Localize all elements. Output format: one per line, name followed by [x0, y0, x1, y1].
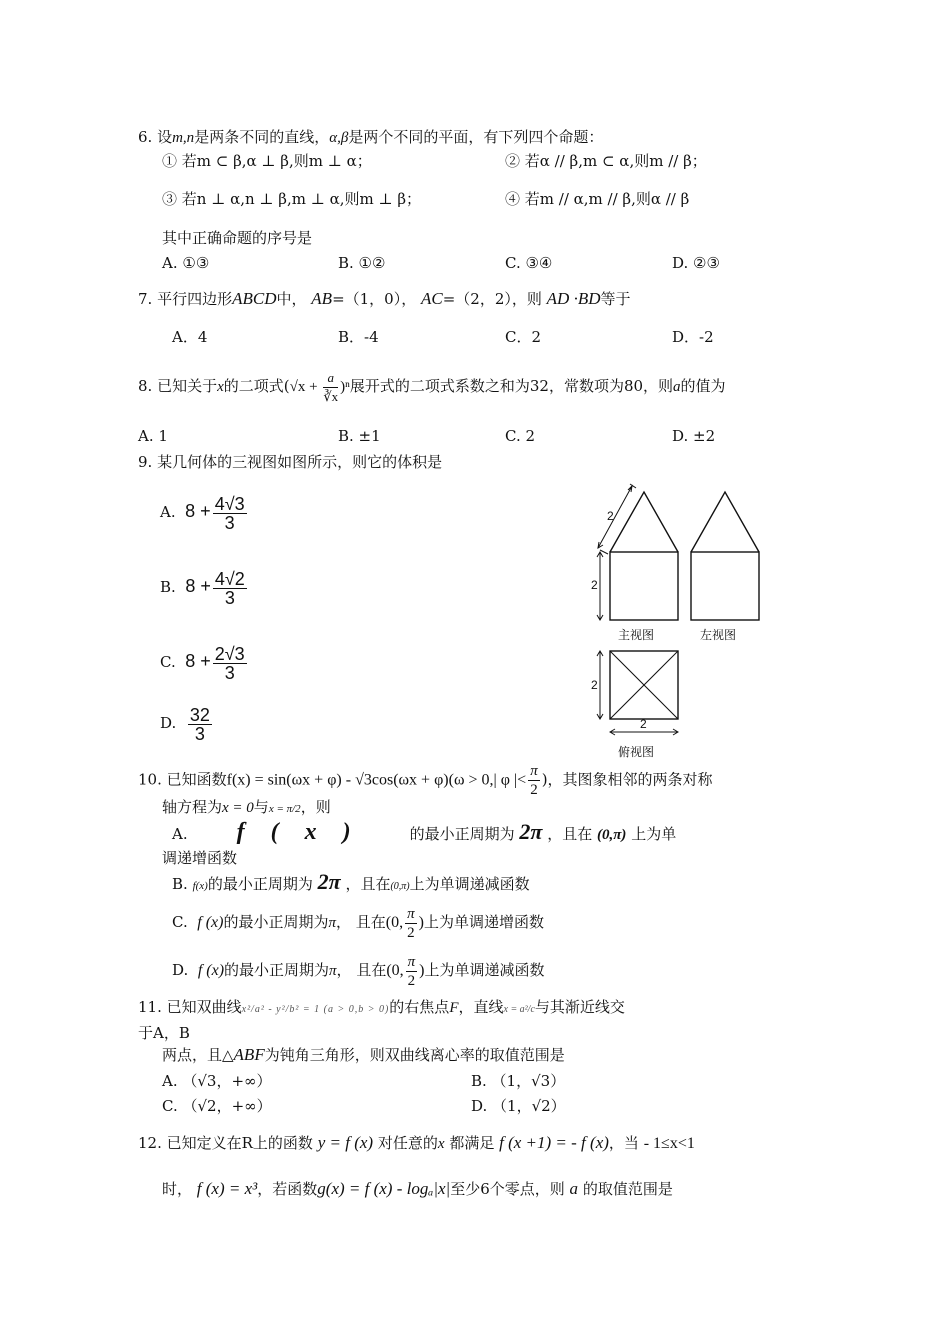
top-height-dim-label: 2	[591, 678, 598, 692]
q9-option-a: A. 8 + $\frac{4√3}{3}$	[160, 493, 245, 533]
q6-option-d: D. ②③	[672, 254, 720, 272]
q10-option-d: D. f (x)的最小正周期为π， 且在(0, $\frac{\pi}{2}$ )上为单调递减函数	[172, 953, 545, 989]
q10-option-c: C. f (x)的最小正周期为π， 且在(0, $\frac{\pi}{2}$ )上为单调递增函数	[172, 905, 544, 941]
q8-option-b: B. ±1	[338, 427, 381, 445]
q10-option-b: B. f(x)的最小正周期为 2π ，且在(0,π)上为单调递减函数	[172, 869, 530, 894]
three-view-figure	[580, 478, 790, 764]
height-dim-label: 2	[591, 578, 598, 592]
q6-option-c: C. ③④	[505, 254, 553, 272]
q7-option-c: C．2	[505, 328, 542, 346]
q9-option-d: D. $\frac{32}{3}$	[160, 704, 210, 744]
side-view-label: 左视图	[700, 628, 737, 642]
side-view	[691, 492, 759, 620]
q6-proposition-4: ④ 若m // α,m // β,则α // β	[505, 190, 690, 208]
q11-option-b: B. （1，√3）	[471, 1072, 566, 1090]
q11-option-a: A. （√3，+∞）	[162, 1072, 272, 1090]
q7-option-b: B．-4	[338, 328, 379, 346]
q11-line3: 两点，且△ABF为钝角三角形，则双曲线离心率的取值范围是	[162, 1045, 565, 1064]
q8-stem: 8. 已知关于x的二项式(√x + $\frac{a}{∛x}$ )ⁿ展开式的二项式系数之和为32，常数项为80，则a的值为	[138, 369, 726, 404]
q10-stem: 10. 已知函数f(x) = sin(ωx + φ) - √3cos(ωx + φ)(ω > 0,| φ |< $\frac{\pi}{2}$ )，其图象相邻的两条对称	[138, 763, 713, 798]
q7-stem: 7. 平行四边形ABCD中， AB=（1，0）， AC=（2，2），则 AD ·BD等于	[138, 289, 631, 308]
height-dimension	[597, 552, 603, 620]
q7-option-a: A．4	[172, 328, 208, 346]
q6-proposition-2: ② 若α // β,m ⊂ α,则m // β；	[505, 152, 707, 170]
front-view	[610, 492, 678, 620]
q8-option-c: C. 2	[505, 427, 536, 445]
top-view	[610, 651, 678, 719]
q6-proposition-3: ③ 若n ⊥ α,n ⊥ β,m ⊥ α,则m ⊥ β；	[162, 190, 422, 208]
q10-line2: 轴方程为x = 0与x = π/2，则	[162, 798, 331, 816]
q11-stem: 11. 已知双曲线x²/a² - y²/b² = 1 (a > 0,b > 0)的右焦点F，直线x = a²/c与其渐近线交	[138, 998, 625, 1016]
q12-line2: 时， f (x) = x³，若函数g(x) = f (x) - logₐ|x|至少6个零点，则 a 的取值范围是	[162, 1179, 673, 1198]
q11-option-d: D. （1，√2）	[471, 1097, 566, 1115]
q6-option-b: B. ①②	[338, 254, 386, 272]
q7-option-d: D．-2	[672, 328, 714, 346]
q8-option-d: D. ±2	[672, 427, 716, 445]
q12-stem: 12. 已知定义在R上的函数 y = f (x) 对任意的x 都满足 f (x +1) = - f (x)，当 - 1≤x<1	[138, 1133, 695, 1152]
top-width-dim-label: 2	[640, 717, 647, 731]
q11-line2: 于A，B	[138, 1024, 190, 1042]
top-view-label: 俯视图	[618, 745, 655, 759]
q9-option-b: B. 8 + $\frac{4√2}{3}$	[160, 568, 245, 608]
q6-option-a: A. ①③	[162, 254, 210, 272]
q10-option-a: A. f ( x ) 的最小正周期为 2π ，且在 (0,π) 上为单	[172, 819, 677, 845]
q10-option-a-line2: 调递增函数	[162, 849, 238, 867]
q11-option-c: C. （√2，+∞）	[162, 1097, 272, 1115]
q6-ask: 其中正确命题的序号是	[162, 229, 313, 247]
slant-dim-label: 2	[607, 509, 614, 523]
q9-stem: 9. 某几何体的三视图如图所示，则它的体积是	[138, 453, 443, 471]
slant-dimension	[598, 484, 636, 554]
front-view-label: 主视图	[618, 628, 655, 642]
q9-option-c: C. 8 + $\frac{2√3}{3}$	[160, 643, 245, 683]
q8-option-a: A. 1	[138, 427, 168, 445]
q6-stem: 6. 设m,n是两条不同的直线，α,β是两个不同的平面，有下列四个命题：	[138, 128, 604, 146]
top-height-dimension	[597, 651, 603, 719]
q6-proposition-1: ① 若m ⊂ β,α ⊥ β,则m ⊥ α；	[162, 152, 372, 170]
